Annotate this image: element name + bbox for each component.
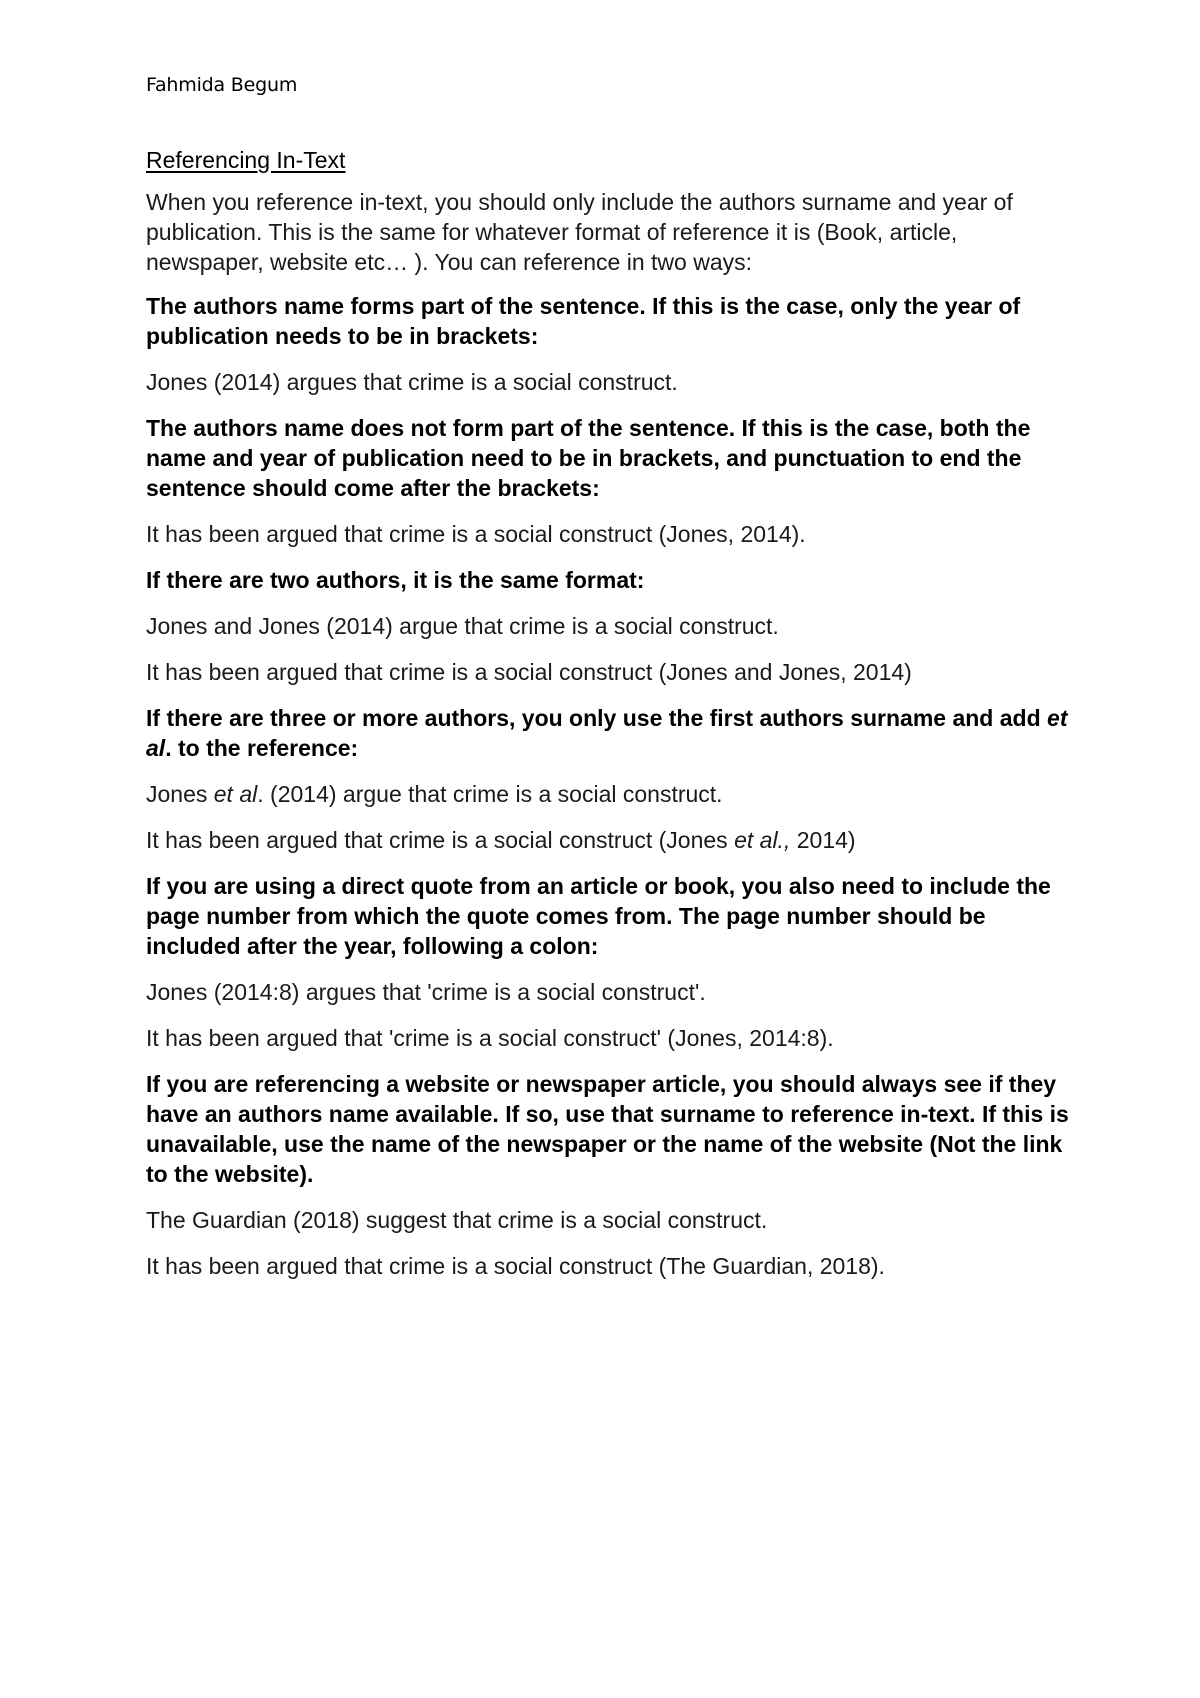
rule-three-or-more-authors [146,703,1076,763]
example-two-authors-narrative: Jones and Jones (2014) argue that crime is a social construct. [146,613,779,639]
rule-direct-quote: If you are using a direct quote from an article or book, you also need to include the page number from which the quote comes from. The page number should be included after the year, following a colon: [146,873,1051,959]
example-website-narrative: The Guardian (2018) suggest that crime is a social construct. [146,1207,768,1233]
rule-website-newspaper: If you are referencing a website or newspaper article, you should always see if they have an authors name available. If so, use that surname to reference in-text. If this is unavailable, use the name of the newspaper or the name of the website (Not the link to the website). [146,1071,1069,1187]
example-text-start: It has been argued that crime is a social construct (Jones [146,827,735,853]
example-two-authors-parenthetical: It has been argued that crime is a social construct (Jones and Jones, 2014) [146,659,912,685]
rule-text-start: If there are three or more authors, you only use the first authors surname and add [146,705,1048,731]
example-direct-quote-parenthetical: It has been argued that 'crime is a social construct' (Jones, 2014:8). [146,1025,834,1051]
document-body [146,145,1076,1297]
example-et-al-narrative [146,779,1076,809]
example-text-start: Jones [146,781,214,807]
et-al-italic: et al [146,705,1068,761]
example-direct-quote-narrative: Jones (2014:8) argues that 'crime is a social construct'. [146,979,706,1005]
example-website-parenthetical: It has been argued that crime is a social construct (The Guardian, 2018). [146,1253,885,1279]
example-text-end: . (2014) argue that crime is a social construct. [257,781,723,807]
example-text-end: 2014) [790,827,856,853]
example-author-in-sentence: Jones (2014) argues that crime is a social construct. [146,369,678,395]
example-author-not-in-sentence: It has been argued that crime is a social construct (Jones, 2014). [146,521,806,547]
example-et-al-parenthetical [146,825,1076,855]
rule-author-not-in-sentence: The authors name does not form part of the sentence. If this is the case, both the name and year of publication need to be in brackets, and punctuation to end the sentence should come after the brackets: [146,415,1031,501]
rule-author-in-sentence: The authors name forms part of the sentence. If this is the case, only the year of publication needs to be in brackets: [146,293,1021,349]
author-header: Fahmida Begum [146,74,298,96]
et-al-italic: et al., [734,827,791,853]
rule-two-authors: If there are two authors, it is the same format: [146,567,645,593]
intro-paragraph: When you reference in-text, you should only include the authors surname and year of publication. This is the same for whatever format of reference it is (Book, article, newspaper, website etc… ). You can reference in two ways: [146,189,1013,275]
rule-text-end: . to the reference: [165,735,359,761]
page-title: Referencing In-Text [146,147,346,173]
et-al-italic: et al [213,781,258,807]
